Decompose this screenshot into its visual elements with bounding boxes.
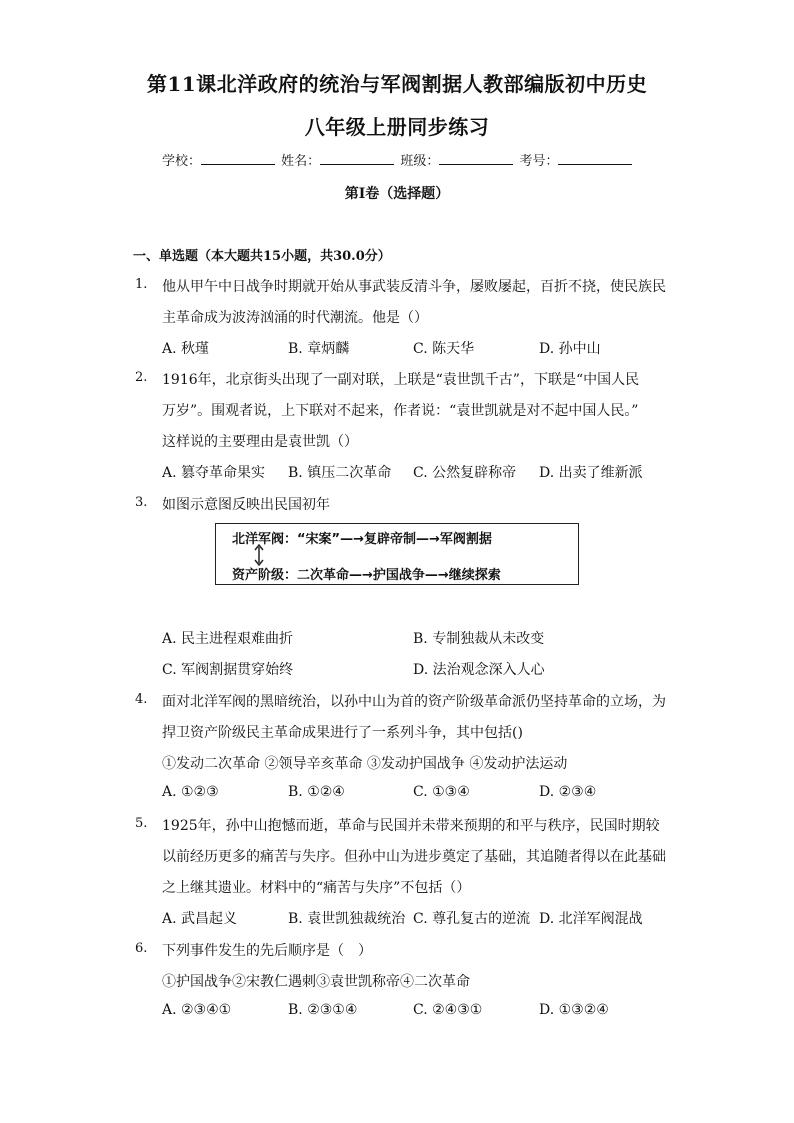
diagram-row-warlords: 北洋军阀：“宋案”—→复辟帝制—→军阀割据 — [232, 532, 492, 547]
question-text: 1925年，孙中山抱憾而逝，革命与民国并未带来预期的和平与秩序，民国时期较 — [162, 818, 660, 834]
option-b[interactable]: B. 袁世凯独裁统治 — [288, 911, 406, 927]
option-c[interactable]: C. ①③④ — [413, 784, 470, 800]
double-arrow-icon — [253, 544, 265, 566]
option-c[interactable]: C. 陈天华 — [413, 341, 475, 357]
option-d[interactable]: D. ①③②④ — [539, 1002, 609, 1018]
option-a[interactable]: A. 民主进程艰难曲折 — [162, 631, 294, 647]
question-text: 万岁”。围观者说，上下联对不起来，作者说：“袁世凯就是对不起中国人民。” — [162, 403, 639, 419]
question-number: 6. — [135, 941, 148, 956]
history-flow-diagram — [215, 523, 579, 585]
school-label: 学校： — [162, 154, 202, 169]
option-a[interactable]: A. 武昌起义 — [162, 911, 238, 927]
question-text: 以前经历更多的痛苦与失序。但孙中山为进步奠定了基础，其追随者得以在此基础 — [162, 849, 666, 865]
exam-no-blank[interactable] — [558, 152, 632, 165]
option-d[interactable]: D. ②③④ — [539, 784, 597, 800]
question-number: 1. — [135, 277, 148, 292]
option-d[interactable]: D. 北洋军阀混战 — [539, 911, 643, 927]
student-info-row — [162, 150, 634, 169]
option-a[interactable]: A. ①②③ — [162, 784, 219, 800]
option-b[interactable]: B. ②③①④ — [288, 1002, 358, 1018]
class-blank[interactable] — [439, 152, 513, 165]
question-text: 捍卫资产阶级民主革命成果进行了一系列斗争，其中包括() — [162, 725, 523, 741]
class-label: 班级： — [400, 154, 440, 169]
option-c[interactable]: C. ②④③① — [413, 1002, 483, 1018]
question-text: ①发动二次革命 ②领导辛亥革命 ③发动护国战争 ④发动护法运动 — [162, 756, 568, 772]
volume-heading: 第I卷（选择题） — [344, 186, 450, 202]
question-number: 3. — [135, 495, 148, 510]
option-c[interactable]: C. 公然复辟称帝 — [413, 465, 517, 481]
option-b[interactable]: B. 镇压二次革命 — [288, 465, 392, 481]
question-text: 面对北洋军阀的黑暗统治，以孙中山为首的资产阶级革命派仍坚持革命的立场，为 — [162, 694, 666, 710]
option-c[interactable]: C. 尊孔复古的逆流 — [413, 911, 531, 927]
question-number: 2. — [135, 370, 148, 385]
question-text: 他从甲午中日战争时期就开始从事武装反清斗争，屡败屡起，百折不挠，使民族民 — [162, 279, 666, 295]
option-d[interactable]: D. 出卖了维新派 — [539, 465, 643, 481]
option-a[interactable]: A. 篡夺革命果实 — [162, 465, 266, 481]
diagram-row-bourgeoisie: 资产阶级：二次革命—→护国战争—→继续探索 — [232, 568, 501, 583]
option-b[interactable]: B. 专制独裁从未改变 — [413, 631, 545, 647]
doc-title-line1: 第11课北洋政府的统治与军阀割据人教部编版初中历史 — [146, 72, 648, 96]
option-d[interactable]: D. 孙中山 — [539, 341, 601, 357]
question-number: 5. — [135, 816, 148, 831]
name-blank[interactable] — [320, 152, 394, 165]
option-d[interactable]: D. 法治观念深入人心 — [413, 662, 545, 678]
question-text: 下列事件发生的先后顺序是（ ） — [162, 943, 372, 959]
exam-no-label: 考号： — [519, 154, 559, 169]
option-c[interactable]: C. 军阀割据贯穿始终 — [162, 662, 294, 678]
name-label: 姓名： — [281, 154, 321, 169]
doc-title-line2: 八年级上册同步练习 — [304, 115, 490, 139]
section-heading: 一、单选题（本大题共15小题，共30.0分） — [133, 249, 391, 264]
option-a[interactable]: A. ②③④① — [162, 1002, 232, 1018]
question-text: ①护国战争②宋教仁遇刺③袁世凯称帝④二次革命 — [162, 974, 470, 990]
question-number: 4. — [135, 692, 148, 707]
question-text: 1916年，北京街头出现了一副对联，上联是“袁世凯千古”，下联是“中国人民 — [162, 372, 640, 388]
option-b[interactable]: B. ①②④ — [288, 784, 345, 800]
question-text: 之上继其遗业。材料中的“痛苦与失序”不包括（） — [162, 880, 471, 896]
option-a[interactable]: A. 秋瑾 — [162, 341, 210, 357]
question-text: 这样说的主要理由是袁世凯（） — [162, 434, 358, 450]
school-blank[interactable] — [201, 152, 275, 165]
question-text: 主革命成为波涛汹涌的时代潮流。他是（） — [162, 310, 428, 326]
option-b[interactable]: B. 章炳麟 — [288, 341, 350, 357]
question-text: 如图示意图反映出民国初年 — [162, 497, 330, 513]
